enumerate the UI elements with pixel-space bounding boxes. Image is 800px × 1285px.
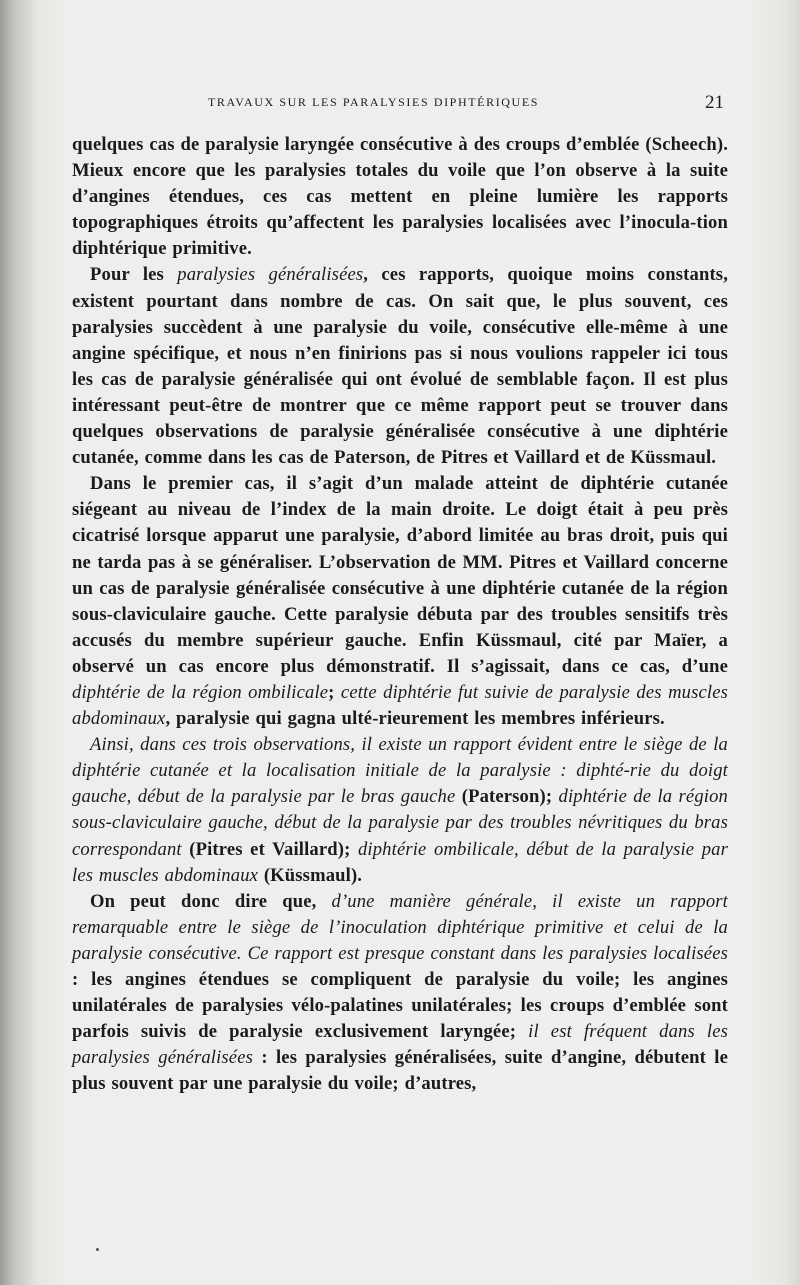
text-run: , ces rapports, quoique moins constants, existent pourtant dans nombre de cas. On sait que, le plus souvent, ces paralysies succèdent à une paralysie du voile, consécutive elle-même à une angine spécifique, et nous n’en finirions pas si nous voulions rappeler ici tous les cas de paralysie généralisée qui ont évolué de semblable façon. Il est plus intéressant peut-être de montrer que ce même rapport peut se trouver dans quelques observations de paralysie généralisée consécutive à une diphtérie cutanée, comme dans les cas de Paterson, de Pitres et Vaillard et de Küssmaul. — [72, 264, 728, 469]
paragraph — [72, 471, 728, 732]
body-text — [72, 132, 728, 1097]
italic-text-run: d’une manière générale, il existe un rapport remarquable entre le siège de l’inoculation diphtérique primitive et celui de la paralysie consécutive. Ce rapport est presque constant dans les paralysies localisées — [72, 890, 728, 964]
italic-text-run: cette diphtérie fut suivie de paralysie des muscles abdominaux — [72, 681, 728, 730]
running-title: TRAVAUX SUR LES PARALYSIES DIPHTÉRIQUES — [208, 95, 540, 109]
text-run: Dans le premier cas, il s’agit d’un malade atteint de diphtérie cutanée siégeant au niveau de l’index de la main droite. Le doigt était à peu près cicatrisé lorsque apparut une paralysie, d’abord limitée au bras droit, puis qui ne tarda pas à se généraliser. L’observation de MM. Pitres et Vaillard concerne un cas de paralysie généralisée consécutive à une diphtérie cutanée de la région sous-claviculaire gauche. Cette paralysie débuta par des troubles sensitifs très accusés du membre supérieur gauche. Enfin Küssmaul, cité par Maïer, a observé un cas encore plus démonstratif. Il s’agissait, dans ce cas, d’une — [72, 473, 728, 677]
page-header — [74, 92, 728, 120]
text-run: On peut donc dire que, — [90, 890, 332, 912]
text-run: Pour les — [90, 264, 178, 286]
text-run: ; — [328, 681, 341, 703]
italic-text-run: il est fréquent dans les paralysies généralisées — [72, 1021, 728, 1069]
italic-text-run: diphtérie de la région ombilicale — [72, 681, 329, 703]
paragraph — [72, 132, 728, 262]
page-number: 21 — [705, 92, 724, 113]
paragraph — [72, 262, 728, 471]
paragraph — [72, 889, 728, 1098]
text-run: (Paterson); — [455, 786, 559, 808]
italic-text-run: Ainsi, dans ces trois observations, il existe un rapport évident entre le siège de la diphtérie cutanée et la localisation initiale de la paralysie : diphté-rie du doigt gauche, début de la paralysie par le bras gauche — [72, 734, 728, 808]
text-run: (Küssmaul). — [258, 864, 363, 886]
text-run: : les angines étendues se compliquent de paralysie du voile; les angines unilatérales de paralysies vélo-palatines unilatérales; les croups d’emblée sont parfois suivis de paralysie exclusivement laryngée; — [72, 969, 728, 1043]
text-run: (Pitres et Vaillard); — [181, 838, 358, 860]
paragraph — [72, 732, 728, 889]
italic-text-run: paralysies généralisées — [177, 264, 364, 286]
italic-text-run: diphtérie de la région sous-claviculaire gauche, début de la paralysie par des troubles névritiques du bras correspondant — [72, 786, 728, 860]
text-run: quelques cas de paralysie laryngée consécutive à des croups d’emblée (Scheech). Mieux encore que les paralysies totales du voile que l’on observe à la suite d’angines étendues, ces cas mettent en pleine lumière les rapports topographiques étroits qu’affectent les paralysies localisées avec l’inocula-tion diphtérique primitive. — [72, 134, 728, 260]
text-run: , paralysie qui gagna ulté-rieurement les membres inférieurs. — [165, 708, 665, 730]
text-run: : les paralysies généralisées, suite d’angine, débutent le plus souvent par une paralysie du voile; d’autres, — [72, 1047, 728, 1095]
print-speck — [96, 1248, 99, 1251]
italic-text-run: diphtérie ombilicale, début de la paralysie par les muscles abdominaux — [72, 838, 728, 886]
